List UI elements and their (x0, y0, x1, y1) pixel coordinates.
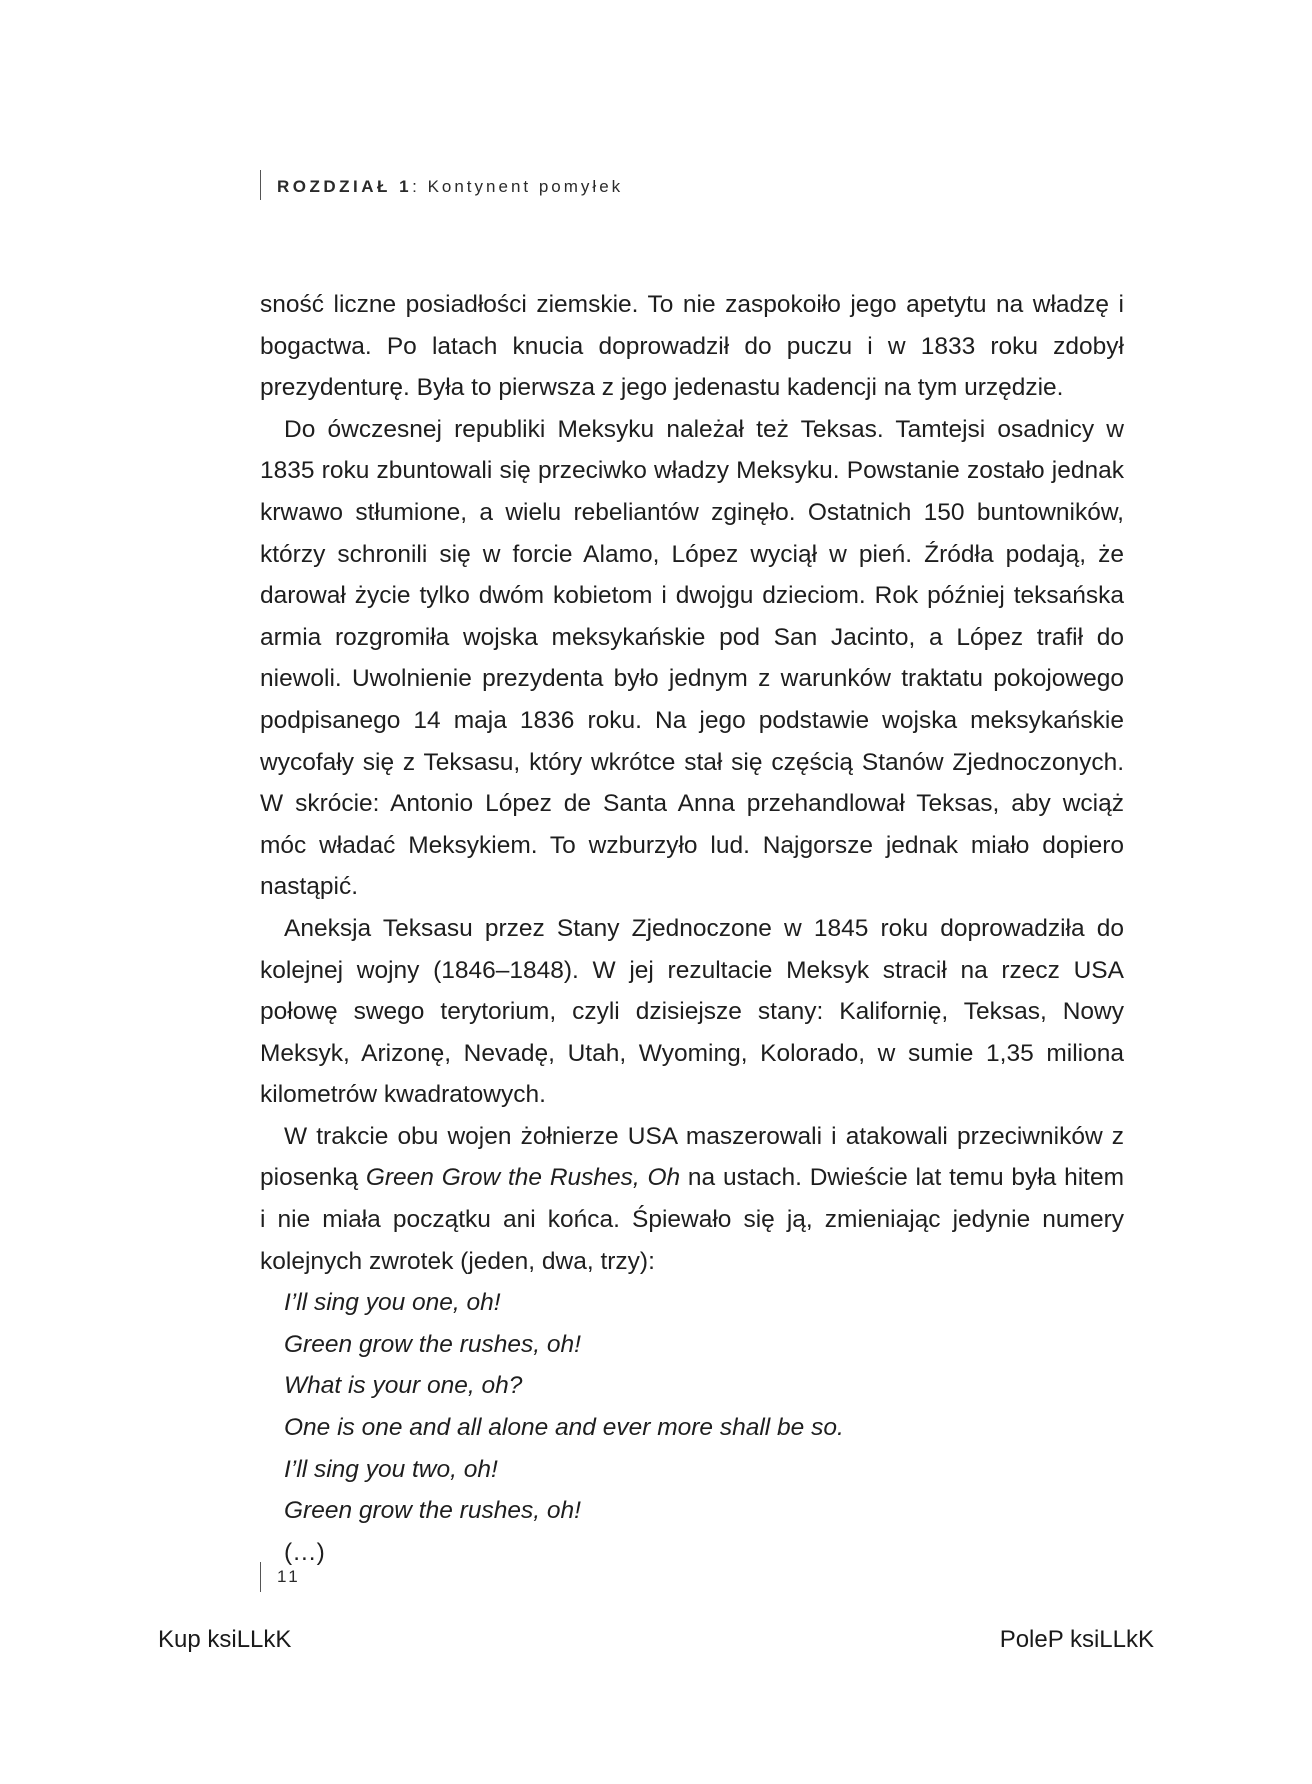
paragraph-4-after: na ustach. Dwieście lat temu była hitem i nie miała początku ani końca. Śpiewało się ją, zmieniając jedynie numery kolejnych zwrotek (jeden, dwa, trzy): (260, 1164, 1124, 1275)
running-head-text (277, 177, 623, 197)
chapter-title: Kontynent pomyłek (427, 177, 624, 196)
running-head-separator: : (412, 177, 428, 196)
verse-line: One is one and all alone and ever more shall be so. (284, 1414, 844, 1442)
recommend-book-link[interactable]: PoleP ksiLLkK (999, 1626, 1154, 1653)
paragraph-3: Aneksja Teksasu przez Stany Zjednoczone w 1845 roku doprowadziła do kolejnej wojny (1846–1848). W jej rezultacie Meksyk stracił na rzecz USA połowę swego terytorium, czyli dzisiejsze stany: Kalifornię, Teksas, Nowy Meksyk, Arizonę, Nevadę, Utah, Wyoming, Kolorado, w sumie 1,35 miliona kilometrów kwadratowych. (260, 914, 1124, 1109)
song-title: Green Grow the Rushes, Oh (365, 1164, 681, 1192)
page-number-text: 11 (277, 1567, 301, 1586)
folio-rule (260, 1562, 261, 1592)
verse-line: Green grow the rushes, oh! (284, 1497, 581, 1525)
verse-line: What is your one, oh? (284, 1372, 523, 1400)
verse-ellipsis: (…) (284, 1538, 325, 1566)
paragraph-1: sność liczne posiadłości ziemskie. To nie zaspokoiło jego apetytu na władzę i bogactwa. Po latach knucia doprowadził do puczu i w 1833 roku zdobył prezydenturę. Była to pierwsza z jego jedenastu kadencji na tym urzędzie. (260, 291, 1124, 402)
verse-line: Green grow the rushes, oh! (284, 1330, 581, 1358)
verse-line: I’ll sing you two, oh! (284, 1455, 498, 1483)
verse-line: I’ll sing you one, oh! (284, 1289, 501, 1317)
body-text (260, 284, 1124, 1573)
paragraph-4 (260, 1116, 1124, 1282)
paragraph-4-before: W trakcie obu wojen żołnierze USA maszerowali i atakowali przeciwników z piosenką (260, 1122, 1124, 1192)
running-head-rule (260, 170, 261, 200)
buy-book-link[interactable]: Kup ksiLLkK (158, 1626, 292, 1653)
running-head (260, 170, 623, 204)
page-number (260, 1562, 301, 1592)
song-verse (260, 1282, 1124, 1573)
paragraph-2: Do ówczesnej republiki Meksyku należał też Teksas. Tamtejsi osadnicy w 1835 roku zbuntowali się przeciwko władzy Meksyku. Powstanie zostało jednak krwawo stłumione, a wielu rebeliantów zginęło. Ostatnich 150 buntowników, którzy schronili się w forcie Alamo, López wyciął w pień. Źródła podają, że darował życie tylko dwóm kobietom i dwojgu dzieciom. Rok później teksańska armia rozgromiła wojska meksykańskie pod San Jacinto, a López trafił do niewoli. Uwolnienie prezydenta było jednym z warunków traktatu pokojowego podpisanego 14 maja 1836 roku. Na jego podstawie wojska meksykańskie wycofały się z Teksasu, który wkrótce stał się częścią Stanów Zjednoczonych. W skrócie: Antonio López de Santa Anna przehandlował Teksas, aby wciąż móc władać Meksykiem. To wzburzyło lud. Najgorsze jednak miało dopiero nastąpić. (260, 415, 1124, 901)
chapter-label: ROZDZIAŁ 1 (277, 177, 413, 196)
